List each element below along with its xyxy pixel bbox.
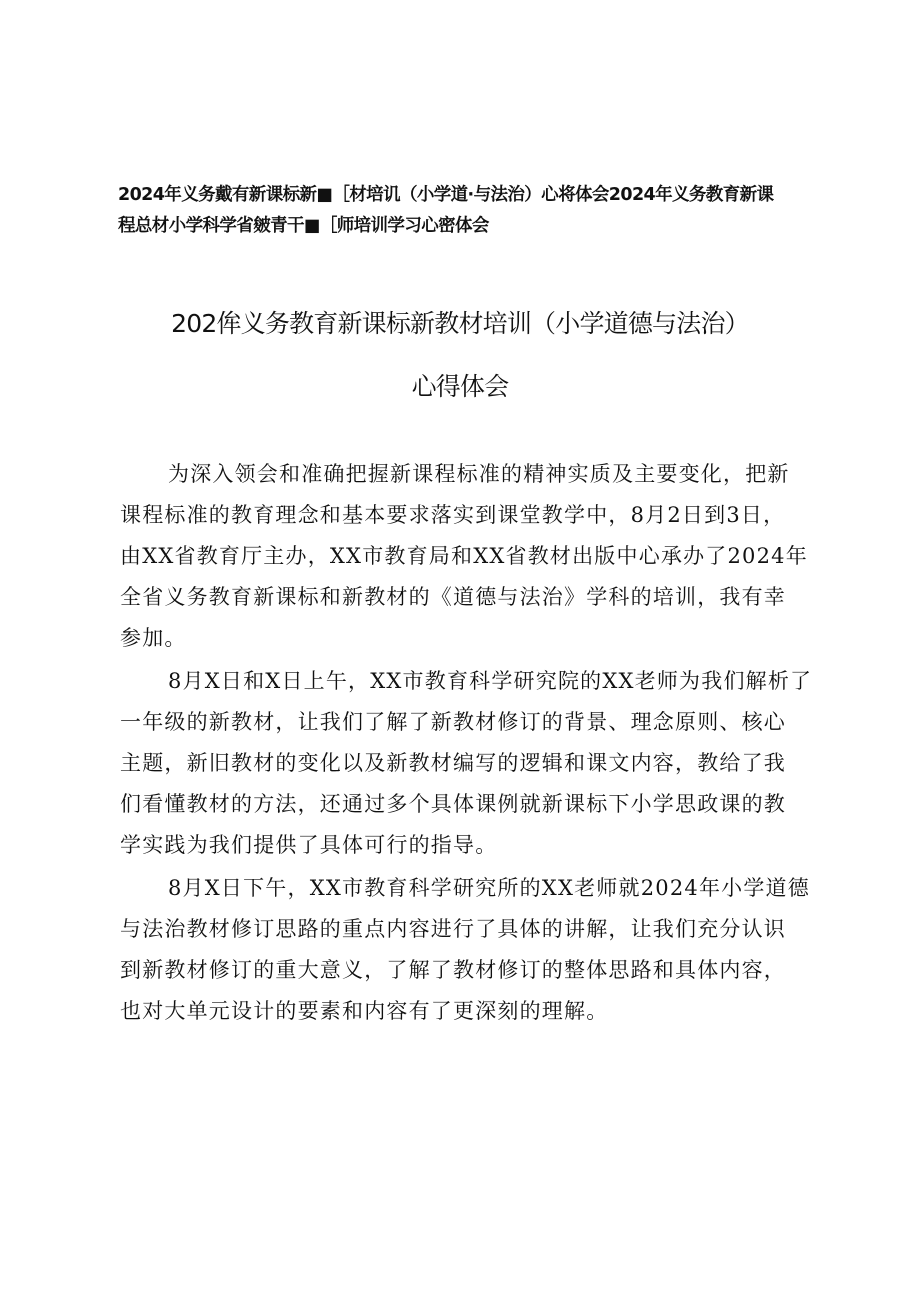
paragraph-line: 由XX省教育厅主办，XX市教育局和XX省教材出版中心承办了2024年: [120, 544, 808, 568]
paragraph-line: 参加。: [120, 626, 187, 650]
paragraph-2: [120, 661, 815, 866]
paragraph-line: 与法治教材修订思路的重点内容进行了具体的讲解，让我们充分认识: [120, 917, 786, 941]
paragraph-line: 们看懂教材的方法，还通过多个具体课例就新课标下小学思政课的教: [120, 792, 786, 816]
paragraph-line: 一年级的新教材，让我们了解了新教材修订的背景、理念原则、核心: [120, 710, 786, 734]
paragraph-1: [120, 454, 815, 659]
paragraph-line: 8月X日下午，XX市教育科学研究所的XX老师就2024年小学道德: [168, 876, 810, 900]
document-header-title: [118, 180, 818, 242]
paragraph-line: 也对大单元设计的要素和内容有了更深刻的理解。: [120, 999, 609, 1023]
paragraph-line: 全省义务教育新课标和新教材的《道德与法治》学科的培训，我有幸: [120, 585, 786, 609]
paragraph-line: 学实践为我们提供了具体可行的指导。: [120, 833, 498, 857]
header-line: 程总材小学科学省皴青干■［师培训学习心密体会: [118, 216, 489, 236]
paragraph-line: 到新教材修订的重大意义，了解了教材修订的整体思路和具体内容，: [120, 958, 786, 982]
paragraph-line: 主题，新旧教材的变化以及新教材编写的逻辑和课文内容，教给了我: [120, 751, 786, 775]
body-text: [120, 454, 815, 1034]
paragraph-line: 8月X日和X日上午，XX市教育科学研究院的XX老师为我们解析了: [168, 669, 813, 693]
paragraph-line: 为深入领会和准确把握新课程标准的精神实质及主要变化，把新: [168, 462, 790, 486]
paragraph-line: 课程标准的教育理念和基本要求落实到课堂教学中，8月2日到3日，: [120, 503, 786, 527]
main-title-line: 202侔义务教育新课标新教材培训（小学道德与法治）: [171, 309, 749, 338]
paragraph-3: [120, 868, 815, 1032]
main-title-line: 心得体会: [411, 372, 509, 401]
header-line: 2024年义务戴有新课标新■［材培讥（小学道·与法治）心将体会2024年义务教育新课: [118, 185, 774, 205]
main-title: [100, 292, 820, 418]
